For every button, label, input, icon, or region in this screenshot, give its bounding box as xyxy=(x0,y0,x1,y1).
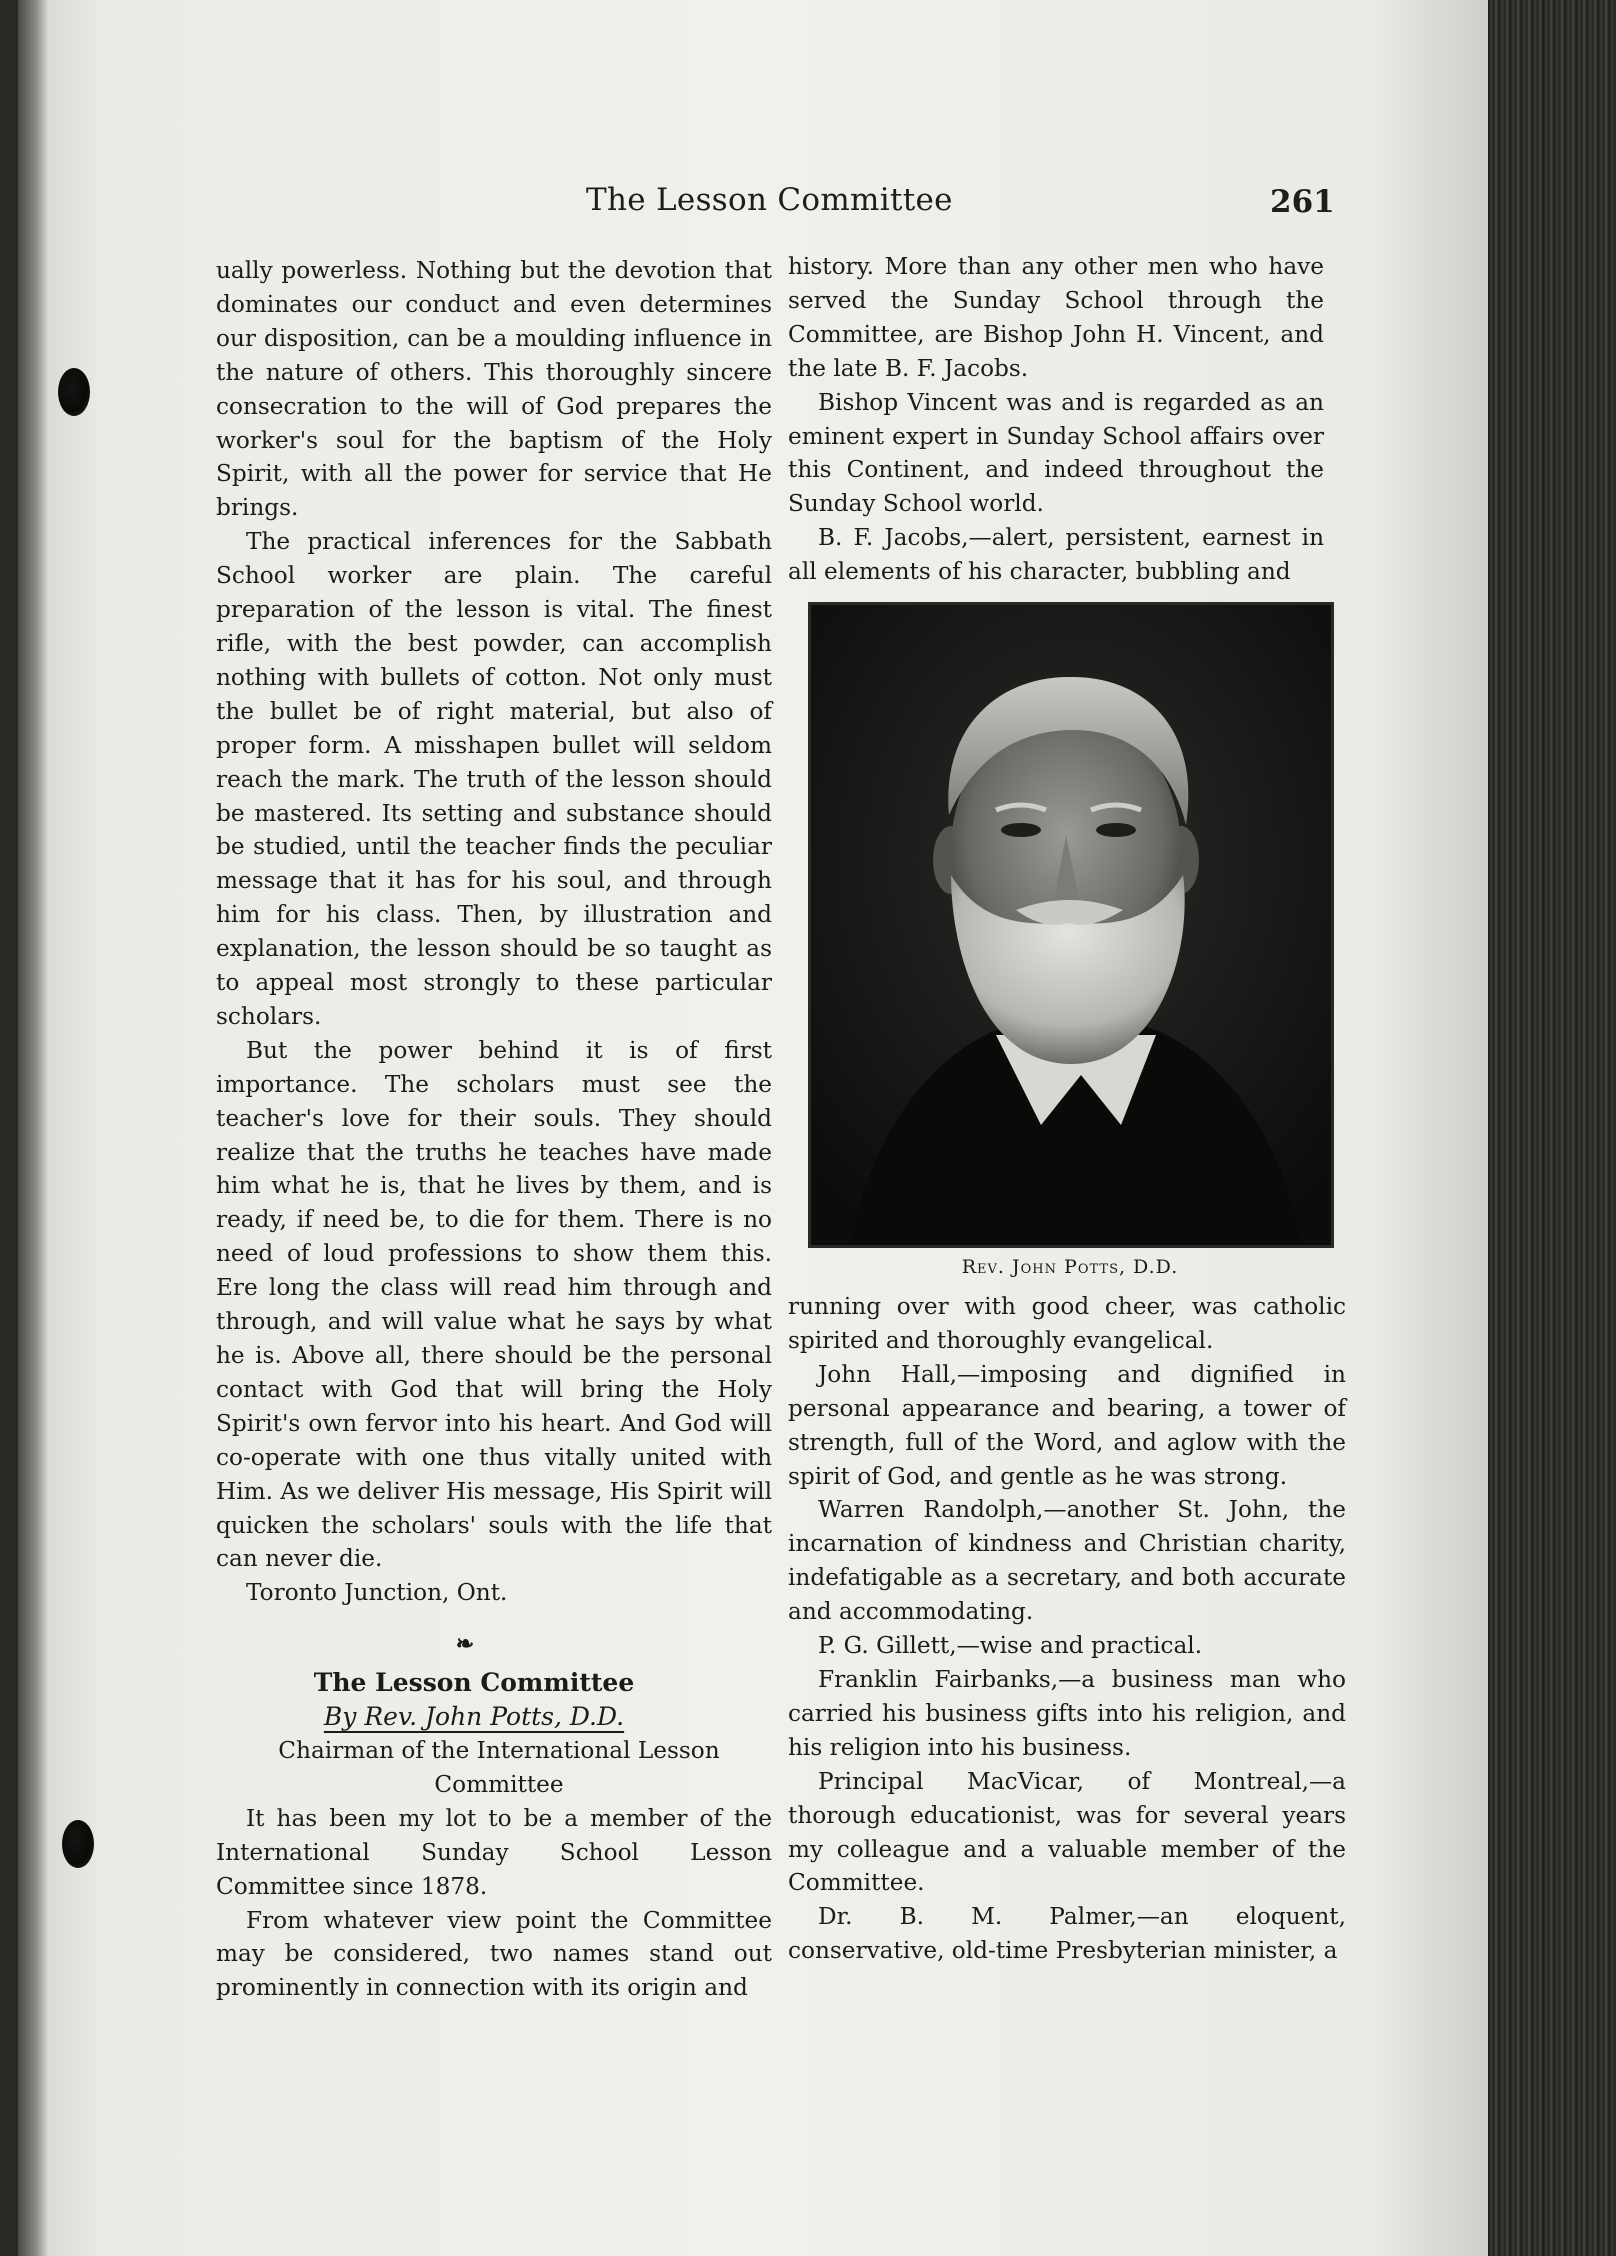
book-page-edges xyxy=(1488,0,1616,2256)
paragraph: John Hall,—imposing and dignified in personal appearance and bearing, a tower of strength, full of the Word, and aglow with the spirit of God, and gentle as he was strong. xyxy=(788,1360,1346,1490)
article-title: The Lesson Committee xyxy=(313,1668,635,1698)
right-column-top xyxy=(788,250,1324,589)
portrait-photo xyxy=(808,602,1334,1248)
page-number: 261 xyxy=(1270,184,1335,220)
paragraph: Bishop Vincent was and is regarded as an eminent expert in Sunday School affairs over this Continent, and indeed throughout the Sunday School world. xyxy=(788,388,1324,518)
paragraph: Franklin Fairbanks,—a business man who carried his business gifts into his religion, and his religion into his business. xyxy=(788,1665,1346,1761)
paragraph: Warren Randolph,—another St. John, the incarnation of kindness and Christian charity, indefatigable as a secretary, and both accurate and accommodating. xyxy=(788,1496,1346,1626)
paragraph: B. F. Jacobs,—alert, persistent, earnest in all elements of his character, bubbling and xyxy=(788,524,1324,586)
right-column-bottom xyxy=(788,1290,1346,1968)
paragraph: The practical inferences for the Sabbath School worker are plain. The careful preparation of the lesson is vital. The finest rifle, with the best powder, can accomplish nothing with bullets of cotton. Not only must the bullet be of right material, but also of proper form. A misshapen bullet will seldom reach the mark. The truth of the lesson should be mastered. Its setting and substance should be studied, until the teacher finds the peculiar message that it has for his soul, and through him for his class. Then, by illustration and explanation, the lesson should be so taught as to appeal most strongly to these particular scholars. xyxy=(216,528,772,1030)
portrait-caption: Rev. John Potts, D.D. xyxy=(961,1256,1179,1278)
paragraph: Dr. B. M. Palmer,—an eloquent, conservative, old-time Presbyterian minister, a xyxy=(788,1903,1346,1965)
left-column xyxy=(216,254,772,2005)
punch-hole-top xyxy=(58,368,90,416)
paragraph: From whatever view point the Committee may be considered, two names stand out prominently in connection with its origin and xyxy=(216,1906,772,2002)
article-subtitle: Chairman of the International Lesson Committee xyxy=(278,1736,720,1798)
running-title: The Lesson Committee xyxy=(586,182,953,218)
portrait-illustration xyxy=(811,605,1331,1245)
paragraph: running over with good cheer, was catholic spirited and thoroughly evangelical. xyxy=(788,1293,1346,1354)
paragraph: P. G. Gillett,—wise and practical. xyxy=(818,1632,1203,1660)
article-byline: By Rev. John Potts, D.D. xyxy=(323,1702,625,1732)
paragraph: Principal MacVicar, of Montreal,—a thorough educationist, was for several years my colleague and a valuable member of the Committee. xyxy=(788,1767,1346,1897)
paragraph: history. More than any other men who have served the Sunday School through the Committee, are Bishop John H. Vincent, and the late B. F. Jacobs. xyxy=(788,253,1324,382)
punch-hole-bottom xyxy=(62,1820,94,1868)
page-gutter-shadow xyxy=(18,0,48,2256)
paragraph: It has been my lot to be a member of the International Sunday School Lesson Committee since 1878. xyxy=(216,1804,772,1900)
paragraph: But the power behind it is of first importance. The scholars must see the teacher's love for their souls. They should realize that the truths he teaches have made him what he is, that he lives by them, and is ready, if need be, to die for them. There is no need of loud professions to show them this. Ere long the class will read him through and through, and will value what he says by what he is. Above all, there should be the personal contact with God that will bring the Holy Spirit's own fervor into his heart. And God will co-operate with one thus vitally united with Him. As we deliver His message, His Spirit will quicken the scholars' souls with the life that can never die. xyxy=(216,1036,772,1573)
signoff-location: Toronto Junction, Ont. xyxy=(246,1579,508,1607)
section-ornament: ❧ xyxy=(455,1631,473,1658)
paragraph: ually powerless. Nothing but the devotion that dominates our conduct and even determines our disposition, can be a moulding influence in the nature of others. This thoroughly sincere consecration to the will of God prepares the worker's soul for the baptism of the Holy Spirit, with all the power for service that He brings. xyxy=(216,257,772,522)
